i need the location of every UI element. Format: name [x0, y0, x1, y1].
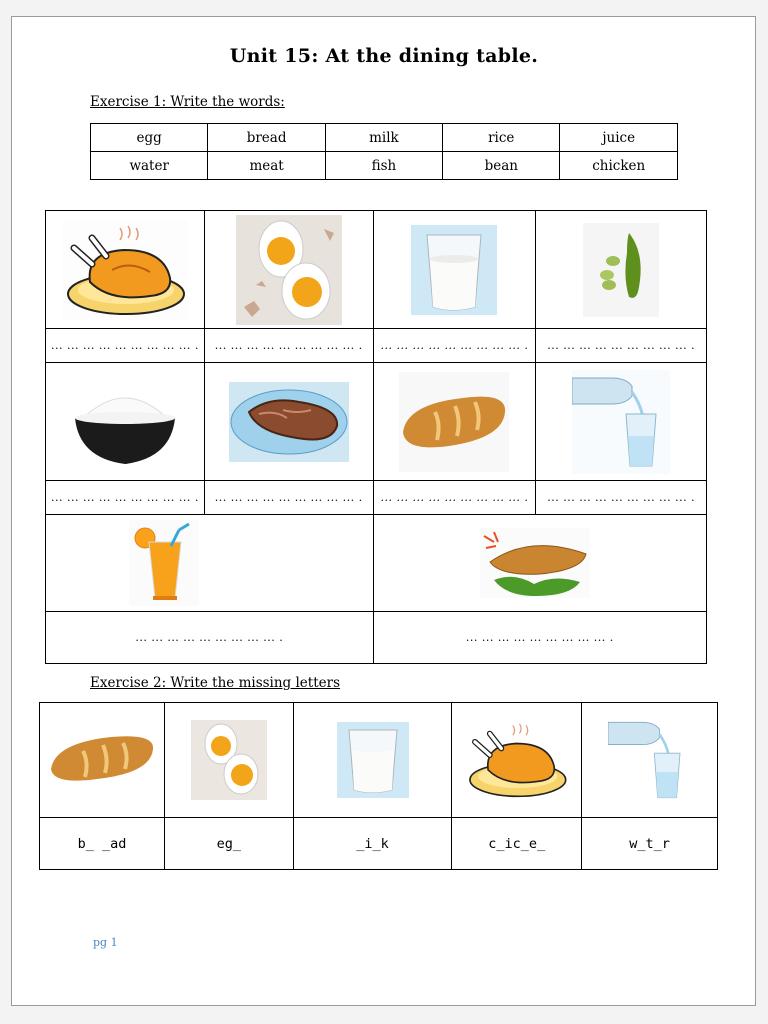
picture-cell — [582, 703, 718, 818]
fried-fish-icon — [480, 528, 590, 598]
missing-letters-word[interactable]: c_ic_e_ — [452, 818, 582, 870]
exercise2-table — [39, 702, 718, 870]
word-bank-table — [90, 123, 678, 180]
answer-blank[interactable]: ... ... ... ... ... ... ... ... ... . — [373, 612, 706, 664]
word-bank-cell: bean — [443, 152, 560, 180]
answer-blank[interactable]: ... ... ... ... ... ... ... ... ... . — [373, 481, 536, 515]
answer-blank[interactable]: ... ... ... ... ... ... ... ... ... . — [373, 329, 536, 363]
picture-cell — [373, 363, 536, 481]
missing-letters-word[interactable]: w_t_r — [582, 818, 718, 870]
word-bank-cell: bread — [208, 124, 325, 152]
boiled-egg-icon — [236, 215, 342, 325]
exercise2-heading: Exercise 2: Write the missing letters — [90, 675, 341, 691]
picture-cell — [164, 703, 293, 818]
boiled-egg-icon — [191, 720, 267, 800]
water-bottle-icon — [572, 370, 670, 474]
meat-plate-icon — [229, 382, 349, 462]
page-title: Unit 15: At the dining table. — [229, 45, 539, 67]
picture-cell — [373, 515, 706, 612]
water-bottle-icon — [608, 715, 692, 805]
juice-glass-icon — [129, 520, 199, 606]
picture-cell — [536, 363, 707, 481]
word-bank-cell: fish — [325, 152, 442, 180]
word-bank-cell: water — [91, 152, 208, 180]
answer-blank[interactable]: ... ... ... ... ... ... ... ... ... . — [204, 481, 373, 515]
answer-blank[interactable]: ... ... ... ... ... ... ... ... ... . — [46, 612, 374, 664]
picture-cell — [46, 211, 205, 329]
word-bank-cell: egg — [91, 124, 208, 152]
word-bank-cell: milk — [325, 124, 442, 152]
picture-cell — [293, 703, 452, 818]
answer-blank[interactable]: ... ... ... ... ... ... ... ... ... . — [536, 329, 707, 363]
missing-letters-word[interactable]: _i_k — [293, 818, 452, 870]
picture-cell — [204, 211, 373, 329]
picture-cell — [452, 703, 582, 818]
exercise1-heading: Exercise 1: Write the words: — [90, 94, 285, 110]
bean-pod-icon — [583, 223, 659, 317]
bread-loaf-icon — [399, 372, 509, 472]
answer-blank[interactable]: ... ... ... ... ... ... ... ... ... . — [204, 329, 373, 363]
word-bank-cell: rice — [443, 124, 560, 152]
answer-blank[interactable]: ... ... ... ... ... ... ... ... ... . — [46, 481, 205, 515]
missing-letters-word[interactable]: eg_ — [164, 818, 293, 870]
picture-cell — [40, 703, 165, 818]
picture-cell — [46, 363, 205, 481]
picture-cell — [536, 211, 707, 329]
roast-chicken-icon — [62, 220, 188, 320]
picture-cell — [204, 363, 373, 481]
bread-loaf-icon — [47, 729, 157, 791]
exercise1-picture-table — [45, 210, 707, 664]
milk-glass-icon — [337, 722, 409, 798]
word-bank-cell: juice — [560, 124, 678, 152]
page-number: pg 1 — [93, 936, 118, 949]
word-bank-cell: chicken — [560, 152, 678, 180]
missing-letters-word[interactable]: b_ _ad — [40, 818, 165, 870]
word-bank-cell: meat — [208, 152, 325, 180]
answer-blank[interactable]: ... ... ... ... ... ... ... ... ... . — [536, 481, 707, 515]
rice-bowl-icon — [69, 374, 181, 470]
picture-cell — [46, 515, 374, 612]
milk-glass-icon — [411, 225, 497, 315]
answer-blank[interactable]: ... ... ... ... ... ... ... ... ... . — [46, 329, 205, 363]
picture-cell — [373, 211, 536, 329]
roast-chicken-icon — [465, 718, 569, 802]
